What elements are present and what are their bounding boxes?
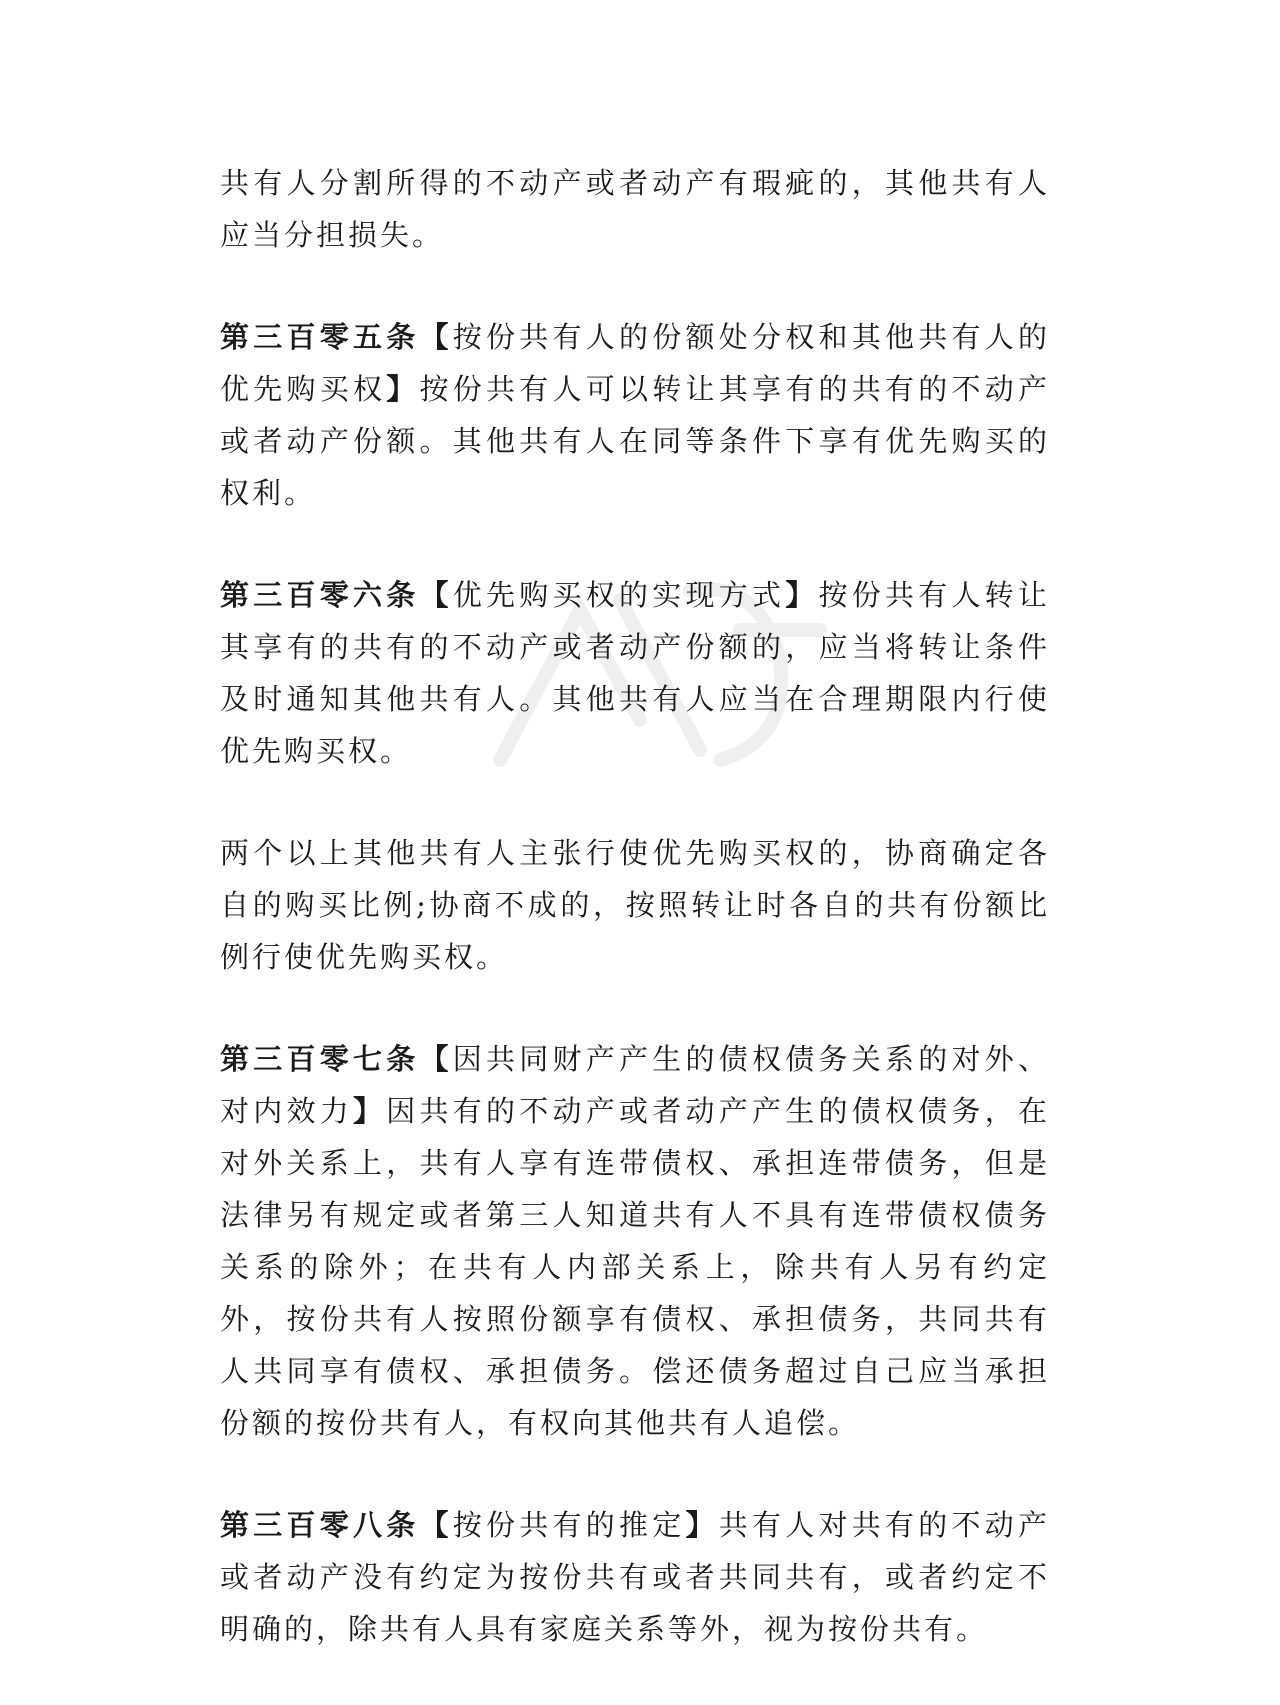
article-number: 第三百零七条 <box>220 1042 420 1076</box>
open-bracket: 【 <box>419 1508 453 1542</box>
article-title: 因共同财产产生的债权债务关系的对外、对内效力 <box>220 1042 1050 1128</box>
close-bracket: 】 <box>353 1094 387 1128</box>
document-content <box>220 157 1050 1705</box>
close-bracket: 】 <box>785 578 819 612</box>
close-bracket: 】 <box>386 372 420 406</box>
article-title: 优先购买权的实现方式 <box>452 578 786 612</box>
article-308 <box>220 1499 1050 1655</box>
article-title: 按份共有人的份额处分权和其他共有人的优先购买权 <box>220 320 1050 406</box>
article-number: 第三百零六条 <box>220 578 420 612</box>
article-title: 按份共有的推定 <box>452 1508 686 1542</box>
open-bracket: 【 <box>419 320 453 354</box>
close-bracket: 】 <box>685 1508 719 1542</box>
article-number: 第三百零八条 <box>220 1508 420 1542</box>
article-number: 第三百零五条 <box>220 320 420 354</box>
article-body: 共有人对共有的不动产或者动产没有约定为按份共有或者共同共有，或者约定不明确的，除共有人具有家庭关系等外，视为按份共有。 <box>220 1508 1050 1646</box>
article-305 <box>220 311 1050 519</box>
article-307 <box>220 1033 1050 1449</box>
paragraph-text: 共有人分割所得的不动产或者动产有瑕疵的，其他共有人应当分担损失。 <box>220 166 1050 252</box>
open-bracket: 【 <box>419 578 453 612</box>
paragraph-text: 两个以上其他共有人主张行使优先购买权的，协商确定各自的购买比例;协商不成的，按照转让时各自的共有份额比例行使优先购买权。 <box>220 836 1050 974</box>
article-306 <box>220 569 1050 777</box>
article-body: 按份共有人转让其享有的共有的不动产或者动产份额的，应当将转让条件及时通知其他共有人。其他共有人应当在合理期限内行使优先购买权。 <box>220 578 1050 768</box>
paragraph-4 <box>220 827 1050 983</box>
article-body: 因共有的不动产或者动产产生的债权债务，在对外关系上，共有人享有连带债权、承担连带债务，但是法律另有规定或者第三人知道共有人不具有连带债权债务关系的除外；在共有人内部关系上，除共有人另有约定外，按份共有人按照份额享有债权、承担债务，共同共有人共同享有债权、承担债务。偿还债务超过自己应当承担份额的按份共有人，有权向其他共有人追偿。 <box>220 1094 1050 1440</box>
article-body: 按份共有人可以转让其享有的共有的不动产或者动产份额。其他共有人在同等条件下享有优先购买的权利。 <box>220 372 1050 510</box>
open-bracket: 【 <box>419 1042 453 1076</box>
paragraph-1 <box>220 157 1050 261</box>
